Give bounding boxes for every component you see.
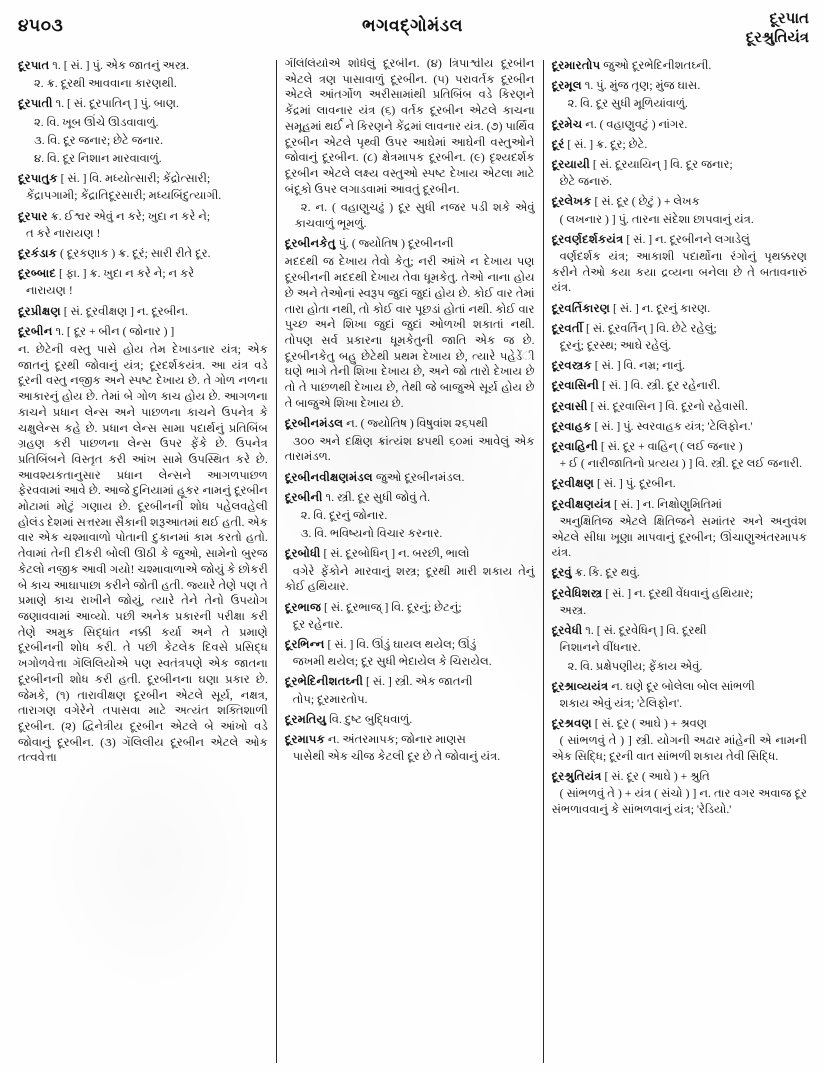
entry-headword: દૂરબ્બાદ <box>18 267 57 281</box>
entry-definition: ૨. વિ. દૂરનું જોનાર. <box>300 508 388 522</box>
entry-headword: દૂરબીન <box>18 324 53 338</box>
entry-headword: દૂરવાહક <box>551 419 592 433</box>
entry-definition: [ સં. દૂરયાયિન્ ] વિ. દૂર જનાર; <box>592 158 733 172</box>
entry-continuation <box>285 749 535 765</box>
entry-headword: દૂરવર્તિકારણ <box>551 301 611 315</box>
entry-headword: દૂરમતિયુ <box>284 712 327 726</box>
entry-definition: વિ. દુષ્ટ બુદ્ધિવાળું. <box>329 712 413 726</box>
dictionary-entry <box>552 565 807 581</box>
entry-definition: ૧. [ સં. દૂરવેધિન્ ] વિ. દૂરથી <box>585 624 707 638</box>
entry-definition: ૧. સ્ત્રી. દૂર સુધી જોવું તે. <box>325 490 431 504</box>
entry-headword: દૂરવું <box>551 566 572 580</box>
entry-definition: ન. અંતરમાપક; જોનાર માણસ <box>327 732 466 746</box>
entry-definition: [ સં. ] ન. દૂરનું કારણ. <box>613 301 711 315</box>
running-head <box>0 0 825 58</box>
entry-definition: [ સં. દૂરબોધિન્ ] ન. બરછી, ભાલો <box>323 547 470 561</box>
entry-continuation <box>285 434 535 465</box>
entry-continuation <box>285 508 535 524</box>
folio-number: ૪૫૦૩ <box>18 16 64 35</box>
entry-definition: ૩૦૦ અને દક્ષિણ ક્રાંત્યંશ ૪૫થી ૬૦માં આવેલું એક તારામંડળ. <box>284 434 535 464</box>
entry-headword: દૂરકંડાક <box>18 247 58 261</box>
entry-definition: [ સં. દૂરવાસિન ] વિ. દૂરનો રહેવાસી. <box>590 399 748 413</box>
column-middle <box>277 58 543 1069</box>
dictionary-entry <box>552 419 807 435</box>
entry-definition: ( સાંભળવું તે ) + યંત્ર ( સંચો ) ] ન. તાર વગર અવાજ દૂર સંભળાવવાનું કે સાંભળવાનું યંત્ર; 'રેડિયો.' <box>551 787 807 817</box>
dictionary-entry <box>552 358 807 374</box>
entry-definition: પું. ( જ્યોતિષ ) દૂરબીનની <box>338 237 454 251</box>
entry-definition: તોપ; દૂરમારતોપ. <box>292 692 368 706</box>
dictionary-entry <box>552 117 807 133</box>
entry-continuation <box>285 200 535 231</box>
entry-headword: દૂરવર્તી <box>551 321 584 335</box>
dictionary-entry <box>552 497 807 513</box>
entry-continuation <box>552 640 807 656</box>
dictionary-entry <box>18 266 268 282</box>
dictionary-entry <box>552 623 807 639</box>
dictionary-entry <box>18 246 268 262</box>
dictionary-entry <box>552 232 807 248</box>
dictionary-entry <box>552 439 807 455</box>
entry-definition: [ સં. ] ન. દૂરબીનને લગાડેલું <box>626 232 750 246</box>
entry-definition: ૨. વિ. ખૂબ ઊંચે ઊડવાવાળું. <box>34 115 159 129</box>
entry-continuation <box>18 133 268 149</box>
entry-continuation <box>18 76 268 92</box>
dictionary-entry <box>285 732 535 748</box>
entry-headword: દૂરયાયી <box>551 158 590 172</box>
guide-words <box>746 10 809 48</box>
entry-headword: દૂરમારતોપ <box>551 59 601 72</box>
entry-definition: [ સં. દૂર ( આઘે ) + શ્રવણ <box>594 717 708 731</box>
dictionary-entry <box>285 490 535 506</box>
entry-definition: [ સં. દૂર + વાહિન્ ( લઈ જનાર ) <box>600 440 743 454</box>
entry-headword: દૂરવીક્ષણ <box>551 477 595 491</box>
entry-definition: વગેરે ફેંકોને મારવાનું શસ્ત્ર; દૂરથી મારી શકાય તેનું કોઈ હથિયાર. <box>284 564 535 594</box>
entry-headword: દૂરપ્રીક્ષણ <box>18 304 61 318</box>
dictionary-entry <box>552 378 807 394</box>
dictionary-entry <box>18 171 268 187</box>
column-left <box>10 58 276 1069</box>
entry-headword: દૂરપાત <box>18 59 50 72</box>
entry-definition: ન. ( જ્યોતિષ ) વિષુવાંશ ૨૬પથી <box>346 417 488 431</box>
entry-continuation <box>285 654 535 670</box>
dictionary-entry <box>552 716 807 732</box>
entry-definition: ૨. વિ. પ્રક્ષેપણીય; ફેંકાય એવું. <box>567 659 703 673</box>
entry-headword: દૂરવર્ણદર્શકયંત્ર <box>551 232 624 246</box>
dictionary-entry <box>552 194 807 210</box>
entry-definition: જખમી થયેલ; દૂર સુધી ભેદાયેલ કે ચિરાયેલ. <box>292 655 492 669</box>
entry-headword: દૂરબીનવીક્ષણમંડલ <box>284 470 373 484</box>
entry-headword: દૂરવેધિશસ્ત્ર <box>551 586 603 600</box>
entry-headword: દૂરશ્રવણ <box>551 717 592 731</box>
entry-definition: ક્ર. ઈશ્વર એવું ન કરે; ખુદા ન કરે ને; <box>50 209 211 223</box>
entry-headword: દૂરવાસી <box>551 399 588 413</box>
entry-headword: દૂરશ્રુતિયંત્ર <box>551 770 602 784</box>
entry-headword: દૂરભાજ <box>284 600 322 614</box>
column-container <box>10 58 815 1069</box>
entry-continuation <box>552 174 807 190</box>
entry-definition: [ સં. ] વિ. ઊંડું ઘાયલ થયેલ; ઊંડું <box>327 637 477 651</box>
entry-continuation <box>18 115 268 131</box>
entry-headword: દૂરભેદિનીશતઘ્ની <box>284 675 364 689</box>
entry-headword: દૂરવાસિની <box>551 379 600 393</box>
dictionary-entry <box>552 157 807 173</box>
entry-definition: [ સં. દૂરવર્તિન્ ] વિ. છેટે રહેલું; <box>585 321 717 335</box>
entry-definition: [ સં. ] ક્ર. દૂર; છેટે. <box>567 137 648 151</box>
entry-continuation <box>285 564 535 595</box>
entry-definition: પાસેથી એક ચીજ કેટલી દૂર છે તે જોવાનું યંત્ર. <box>292 750 501 764</box>
entry-definition: ૧. પું. મુંજ તૃણ; મુંજ ઘાસ. <box>584 79 701 93</box>
entry-definition: નિશાનને વીંધનાર. <box>559 641 641 655</box>
entry-definition: [ સં. દૂરવીક્ષણ ] ન. દૂરબીન. <box>63 304 188 318</box>
entry-definition: [ સં. ] ન. નિક્ષોણુમિતિમાં <box>614 497 723 511</box>
entry-continuation <box>285 617 535 633</box>
entry-continuation <box>18 226 268 242</box>
entry-definition: [ સં. ] વિ. સ્ત્રી. દૂર રહેનારી. <box>601 379 721 393</box>
entry-definition: [ સં. ] પું. દૂરબીન. <box>597 477 676 491</box>
entry-definition: ૧. [ દૂર + બીન ( જોનાર ) ] <box>55 324 175 338</box>
entry-continuation <box>285 692 535 708</box>
entry-definition: ૧. [ સં. ] પું. એક જાતનું અસ્ત્ર. <box>52 59 190 72</box>
entry-continuation <box>552 696 807 712</box>
entry-continuation <box>552 96 807 112</box>
dictionary-entry <box>285 600 535 616</box>
entry-definition: ૩. વિ. ભવિષ્યનો વિચાર કરનાર. <box>300 527 443 541</box>
dictionary-entry <box>285 546 535 562</box>
entry-definition: [ સં. ] વિ. નમ્ર; નાનું. <box>594 359 686 373</box>
entry-headword: દૂરબીની <box>284 490 323 504</box>
entry-definition: દૂર રહેનાર. <box>292 617 343 631</box>
entry-continuation <box>552 338 807 354</box>
entry-headword: દૂરલેખક <box>551 195 592 209</box>
entry-definition: છેટે જનારું. <box>559 175 613 189</box>
entry-definition: ૪. વિ. દૂર નિશાન મારવાવાળું. <box>34 152 162 166</box>
entry-definition: જુઓ દૂરબીનમંડલ. <box>375 470 465 484</box>
entry-continuation <box>285 58 535 197</box>
entry-headword: દૂરપાતુક <box>18 172 58 186</box>
entry-continuation <box>552 786 807 817</box>
guide-word-last: દૂરશ્રુતિયંત્ર <box>745 29 809 46</box>
guide-word-first: દૂરપાત <box>769 11 809 27</box>
entry-definition: કેંદ્રાપગામી; કેંદ્રાતિદૂરસારી; મધ્યબિંદુત્યાગી. <box>26 189 222 203</box>
entry-definition: અસ્ત્ર. <box>559 603 587 617</box>
entry-continuation <box>285 254 535 411</box>
entry-definition: શકાય એવું યંત્ર; 'ટેલિફોન'. <box>559 696 683 710</box>
entry-continuation <box>552 514 807 561</box>
entry-headword: દૂરપાતી <box>18 97 53 111</box>
dictionary-entry <box>552 679 807 695</box>
entry-headword: દૂરબોધી <box>284 547 321 561</box>
entry-definition: ન. છેટેની વસ્તુ પાસે હોય તેમ દેખાડનાર યંત્ર; એક જાતનું દૂરથી જોવાનું યંત્ર; દૂરદર્શકયંત્ર. આ યંત્ર વડે દૂરની વસ્તુ નજીક અને સ્પષ્ટ દેખાય છે. તે ગોળ નળના આકારનું હોય છે. તેમાં બે ગોળ કાચ હોય છે. આગળના કાચને પ્રધાન લેન્સ અને પાછળના કાચને ઉપનેત્ર કે ચક્ષુલેન્સ કહે છે. પ્રધાન લેન્સ સામા પદાર્થનું પ્રતિબિંબ ગ્રહણ કરી પાછળના લેન્સ ઉપર ફેંકે છે. ઉપનેત્ર પ્રતિબિંબને વિસ્તૃત કરી આંખ સામે ઉપસ્થિત કરે છે. આવશ્યકતાનુસાર પ્રધાન લેન્સને આગળપાછળ ફેરવવામાં આવે છે. આજે દુનિયામાં હૂકર નામનું દૂરબીન મોટામાં મોટું ગણાય છે. દૂરબીનની શોધ પહેલવહેલી હોલંડ દેશમાં સત્તરમા સૈકાની શરૂઆતમાં થઈ હતી. એક વાર એક ચશ્માવાળો પોતાની દુકાનમાં કામ કરતો હતો. તેવામાં તેની દીકરી બોલી ઊઠી કે જુઓ, સામેનો બુરજ કેટલો નજીક આવી ગયો! ચશ્માવાળાએ જોયું કે છોકરી બે કાચ આઘાપાછા કરીને જોતી હતી. જ્યારે તેણે પણ તે પ્રમાણે કાચ રાખીને જોયું, ત્યારે તેને તેનો ઉપયોગ જણાવવામાં આવ્યો. પછી અનેક પ્રકારની પરીક્ષા કરી તેણે અમુક સિદ્ધાંત નક્કી કર્યા અને તે પ્રમાણે દૂરબીનની શોધ કરી. તે પછી કેટલેક દિવસે પ્રસિદ્ધ ખગોળવેત્તા ગૅલિલિયોએ પણ સ્વતંત્રપણે એક જાતના દૂરબીનની શોધ કરી હતી. દૂરબીનના ઘણા પ્રકાર છે. જેમકે, (૧) તારાવીક્ષણ દૂરબીન એટલે સૂર્ય, નક્ષત્ર, તારાગણ વગેરેને તપાસવા માટે અત્યંત શક્તિશાળી દૂરબીન. (૨) દ્વિનેત્રીય દૂરબીન એટલે બે આંખો વડે જોવાનું દૂરબીન. (૩) ગૅલિલીય દૂરબીન એટલે ઓક તત્વવેત્તા <box>18 343 268 765</box>
entry-definition: અનુક્ષિતિજ એટલે ક્ષિતિજને સમાંતર અને અનુવંશ એટલે સીધા ખૂણા માપવાનું દૂરબીન; ઊંચાણુઅંતરમાપક યંત્ર. <box>551 514 807 560</box>
dictionary-entry <box>285 637 535 653</box>
dictionary-entry <box>18 304 268 320</box>
entry-definition: મદદથી જ દેખાય તેવો કેતુ; નરી આંખે ન દેખાય પણ દૂરબીનની મદદથી દેખાય તેવા ધૂમકેતુ. તેઓ નાના હોય છે અને તેઓનાં સ્વરૂપ જુદાં જુદાં હોય છે. કોઈ વાર તેમાં તારા હોતા નથી, તો કોઈ વાર પૂછડાં હોતાં નથી. કોઈ વાર પુચ્છ અને શિખા જુદાં જુદાં ઓળખી શકાતાં નથી. તોપણ સર્વ પ્રકારના ધૂમકેતુની જાતિ એક જ છે. દૂરબીનકેતુ બહુ છેટેથી પ્રથમ દેખાય છે, ત્યારે પહેડેંી ઘણે ભાગે તેની શિખા દેખાય છે, અને જો તારો દેખાય છે તો તે પાછળથી દેખાય છે, તેથી જે બાજુએ સૂર્ય હોય છે તે બાજુએ શિખા દેખાય છે. <box>284 255 535 410</box>
entry-continuation <box>552 659 807 675</box>
entry-headword: દૂરવાહિની <box>551 440 598 454</box>
entry-headword: દૂરપાર <box>18 209 48 223</box>
dictionary-entry <box>552 769 807 785</box>
dictionary-entry <box>285 236 535 252</box>
entry-definition: + ઈ ( નારીજાતિનો પ્રત્યય ) ] વિ. સ્ત્રી. દૂર લઈ જનારી. <box>559 457 803 471</box>
entry-definition: દૂરનું; દૂરસ્થ; આઘે રહેલું. <box>559 339 672 353</box>
dictionary-entry <box>18 58 268 74</box>
dictionary-entry <box>552 301 807 317</box>
entry-definition: ૨. વિ. દૂર સુધી મૂળિયાંવાળું. <box>567 97 688 111</box>
entry-definition: [ સં. દૂર ( છેટું ) + લેખક <box>594 195 700 209</box>
entry-definition: ૧. [ સં. દૂરપાતિન્ ] પું. બાણ. <box>55 97 179 111</box>
entry-continuation <box>552 212 807 228</box>
entry-definition: ( લખનાર ) ] પું. તારના સંદેશા છાપવાનું યંત્ર. <box>559 212 754 226</box>
entry-definition: ક્ર. કિ. દૂર થવું. <box>574 566 640 580</box>
dictionary-entry <box>552 321 807 337</box>
entry-definition: ત કરે નારાયણ ! <box>26 226 101 240</box>
entry-continuation <box>552 733 807 764</box>
entry-headword: દૂરવસ્ત્રક <box>551 359 592 373</box>
entry-continuation <box>552 603 807 619</box>
entry-continuation <box>18 151 268 167</box>
entry-headword: દૂરમૂલ <box>551 79 582 93</box>
entry-definition: ( દૂરકણાક ) ક્ર. દૂરં; સારી રીતે દૂર. <box>59 247 211 261</box>
entry-headword: દૂરભિન્ન <box>284 637 325 651</box>
dictionary-entry <box>552 399 807 415</box>
dictionary-entry <box>18 324 268 340</box>
dictionary-entry <box>18 209 268 225</box>
entry-definition: ન. ઘણે દૂર બોલેલા બોલ સાંભળી <box>611 679 755 693</box>
dictionary-entry <box>552 476 807 492</box>
entry-continuation <box>285 526 535 542</box>
entry-headword: દૂરવીક્ષણયંત્ર <box>551 497 612 511</box>
entry-definition: [ સં. ] પું. સ્વરવાહક યંત્ર; 'ટેલિફોન.' <box>594 419 753 433</box>
entry-headword: દૂરબીનકેતુ <box>284 237 336 251</box>
dictionary-entry <box>552 137 807 153</box>
entry-definition: ૨. ક્ર. દૂરથી આવવાના કારણથી. <box>34 77 177 91</box>
dictionary-entry <box>285 674 535 690</box>
dictionary-entry <box>18 96 268 112</box>
book-title: ભગવદ્ગોમંડલ <box>362 16 463 35</box>
entry-headword: દૂરમેચ <box>551 117 583 131</box>
entry-definition: [ સં. દૂરભાજ્ ] વિ. દૂરનું; છેટનું; <box>324 600 462 614</box>
entry-definition: ૨. ન. ( વહાણુચઢું ) દૂર સુધી નજર પડી શકે એવું કાચવાળું ભૂમળું. <box>294 201 535 231</box>
dictionary-entry <box>552 58 807 74</box>
entry-continuation <box>552 456 807 472</box>
entry-continuation <box>552 249 807 296</box>
entry-definition: જુઓ દૂરભેદિનીશતઘ્ની. <box>603 59 712 72</box>
entry-continuation <box>18 188 268 204</box>
entry-continuation <box>18 342 268 766</box>
entry-headword: દૂરબીનમંડલ <box>284 417 344 431</box>
entry-definition: [ સં. ] ન. દૂરથી વેંધવાનું હથિયાર; <box>605 586 754 600</box>
entry-continuation <box>18 283 268 299</box>
entry-definition: ન. ( વહાણુવટું ) નાંગર. <box>585 117 688 131</box>
entry-definition: ગૅલિલિયોએ શોધેલું દૂરબીન. (૪) ત્રિપાર્શ્વીય દૂરબીન એટલે ત્રણ પાસાવાળું દૂરબીન. (૫) પરાવર્તક દૂરબીન એટલે આંતર્ગોળ અરીસામાંથી પ્રતિબિંબ વડે કિરણને કેંદ્રમાં લાવનાર યંત્ર (૬) વર્તક દૂરબીન એટલે કાચના સમૂહમાં થર્ઈ ને કિરણને કેંદ્રમાં લાવનાર યંત્ર. (૭) પાર્થિવ દૂરબીન એટલે પૃથ્વી ઉપર આઘેમાં આઘેની વસ્તુઓને જોવાનું દૂરબીન. (૮) ક્ષેત્રમાપક દૂરબીન. (૯) દૃશ્યદર્શક દૂરબીન એટલે લક્ષ્ય વસ્તુઓ સ્પષ્ટ દેખાય એટલા માટે બંદૂકો ઉપર લગાડવામાં આવતું દૂરબીન. <box>284 58 535 196</box>
entry-headword: દૂરં <box>551 137 565 151</box>
entry-definition: ૩. વિ. દૂર જનાર; છેટે જનાર. <box>34 133 164 147</box>
entry-definition: [ ફા. ] ક્ર. ખુદા ન કરે ને; ન કરે <box>59 267 195 281</box>
entry-definition: વર્ણદર્શક યંત્ર; આકાશી પદાર્થોના રંગોનું પૃથક્કરણ કરીને તેઓ કયા કયા દ્રવ્યના બનેલા છે તે બતાવનારું યંત્ર. <box>551 250 807 295</box>
dictionary-entry <box>552 78 807 94</box>
dictionary-entry <box>285 470 535 486</box>
entry-definition: નારાયણ ! <box>26 284 73 298</box>
column-right <box>544 58 815 1069</box>
entry-headword: દૂરવેધી <box>551 624 583 638</box>
entry-definition: [ સં. ] સ્ત્રી. એક જાતની <box>366 675 473 689</box>
dictionary-entry <box>285 416 535 432</box>
entry-definition: ( સાંભળવું તે ) ] સ્ત્રી. યોગની અઢાર માંહેની એ નામની એક સિદ્ધિ; દૂરની વાત સાંભળી શકાય તેવી સિદ્ધિ. <box>551 734 807 764</box>
entry-definition: [ સં. દૂર ( આઘે ) + શ્રુતિ <box>604 770 710 784</box>
entry-definition: [ સં. ] વિ. મધ્યોત્સારી; કેંદ્રોત્સારી; <box>60 172 211 186</box>
dictionary-entry <box>552 586 807 602</box>
entry-headword: દૂરશ્રાવ્યયંત્ર <box>551 679 609 693</box>
dictionary-entry <box>285 712 535 728</box>
entry-headword: દૂરમાપક <box>284 732 325 746</box>
